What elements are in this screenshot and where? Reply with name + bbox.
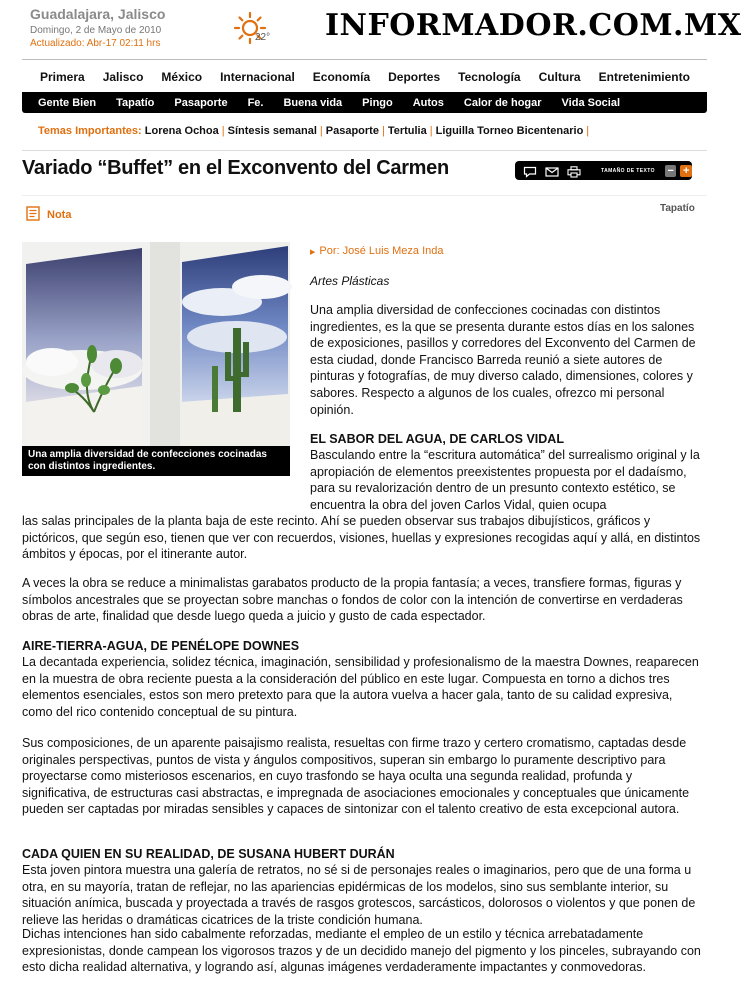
subnav-item-autos[interactable]: Autos (412, 96, 444, 109)
photo-caption: Una amplia diversidad de confecciones cocinadas con distintos ingredientes. (22, 446, 290, 476)
subnav-item-gente-bien[interactable]: Gente Bien (38, 96, 97, 109)
subnav-item-pasaporte[interactable]: Pasaporte (174, 96, 228, 109)
location-date: Domingo, 2 de Mayo de 2010 (30, 25, 162, 36)
topic-link[interactable]: Pasaporte (325, 125, 379, 137)
updated-timestamp: Actualizado: Abr-17 02:11 hrs (30, 38, 161, 49)
increase-text-button[interactable]: + (680, 165, 692, 177)
trending-topics (38, 125, 592, 137)
article-toolbar (515, 161, 692, 180)
subnav-item-vida-social[interactable]: Vida Social (561, 96, 621, 109)
decrease-text-button[interactable]: − (665, 165, 677, 177)
subnav-item-fe[interactable]: Fe. (247, 96, 264, 109)
article-headline: Variado “Buffet” en el Exconvento del Carmen (22, 157, 449, 179)
article-byline[interactable] (310, 245, 444, 257)
nav-item-mexico[interactable]: México (161, 70, 203, 84)
topic-separator: | (586, 125, 590, 137)
nav-item-internacional[interactable]: Internacional (220, 70, 295, 84)
nav-item-economia[interactable]: Economía (312, 70, 371, 84)
divider (22, 195, 707, 196)
topic-link[interactable]: Liguilla Torneo Bicentenario (435, 125, 584, 137)
logo-main: INFORMADOR (325, 8, 578, 43)
article-paragraph: las salas principales de la planta baja de este recinto. Ahí se pueden observar sus trabajos dibujísticos, gráficos y pictóricos, que según eso, tienen que ver con recuerdos, visiones, huellas y expresiones recogidas aquí y allá, en distintos ámbitos y épocas, por el itinerante autor. (22, 514, 701, 562)
article-intro: Una amplia diversidad de confecciones cocinadas con distintos ingredientes, es la que se presenta durante estos días en los salones de exposiciones, pasillos y corredores del Exconvento del Carmen de esta ciudad, donde Francisco Barreda reunió a siete autores de pinturas y fotografías, de muy diverso calado, dimensiones, colores y sabores. Respecto a algunos de los cuales, ofrezco mi personal opinión. (310, 303, 696, 417)
topic-separator: | (429, 125, 433, 137)
nav-item-primera[interactable]: Primera (40, 70, 85, 84)
article-paragraph: La decantada experiencia, solidez técnica, imaginación, sensibilidad y profesionalismo de la maestra Downes, reaparecen en la muestra de obra reciente puesta a la consideración del público en este lugar. Compuesta en torno a dichos tres elementos esenciales, estos son mero pretexto para que la autora vuelva a hacer gala, tanto de su calidad expresiva, como del rico contenido conceptual de su pintura. (22, 655, 699, 719)
article-paragraph: Basculando entre la “escritura automática” del surrealismo original y la apropiación de elementos preexistentes propuesta por el dadaísmo, para su revalorización dentro de un presunto contexto estético, se encuentra la obra del joven Carlos Vidal, quien ocupa (310, 448, 700, 512)
main-nav (22, 59, 707, 95)
topics-label: Temas Importantes: (38, 125, 142, 137)
topic-link[interactable]: Lorena Ochoa (144, 125, 219, 137)
logo-tld: .COM.MX (577, 8, 741, 43)
divider (22, 150, 707, 151)
site-logo[interactable] (325, 8, 741, 43)
nav-item-entretenimiento[interactable]: Entretenimiento (598, 70, 690, 84)
article-paragraph: Esta joven pintora muestra una galería de retratos, no sé si de personajes reales o imaginarios, pero que de una forma u otra, en su mayoría, tratan de reflejar, no las apariencias epidérmicas de los modelos, sino sus semblante interior, su situación anímica, buscada y proyectada a través de rasgos grotescos, sarcásticos, dolorosos o violentos y que ponen de relieve las heridas o dramáticas cicatrices de la triste condición humana. (22, 863, 696, 927)
article-paragraph: Dichas intenciones han sido cabalmente reforzadas, mediante el empleo de un estilo y técnica arrebatadamente expresionistas, donde campean los vigorosos trazos y de un decidido manejo del pigmento y los pinceles, subrayando con esto dicha realidad alternativa, y logrando así, algunas imágenes verdaderamente impactantes y conmovedoras. (22, 927, 701, 975)
location-city: Guadalajara, Jalisco (30, 6, 166, 22)
article-paragraph: Sus composiciones, de un aparente paisajismo realista, resueltas con firme trazo y certero cromatismo, captadas desde originales perspectivas, puntos de vista y ángulos compositivos, superan sin embargo lo puramente descriptivo para proyectarse como misteriosos escenarios, en cuyo trasfondo se haya oculta una segunda realidad, profunda y significativa, de estructuras casi abstractas, e impregnada de asociaciones emocionales y conceptuales que únicamente pueden ser captadas por miradas sensibles y capaces de sintonizar con el talento creativo de esta excepcional autora. (22, 736, 690, 817)
subheading-3: CADA QUIEN EN SU REALIDAD, DE SUSANA HUBERT DURÁN (22, 847, 395, 861)
article-photo[interactable] (22, 242, 290, 476)
nav-item-jalisco[interactable]: Jalisco (102, 70, 144, 84)
article-paragraph: A veces la obra se reduce a minimalistas garabatos producto de la propia fantasía; a veces, transfiere formas, figuras y símbolos ancestrales que se proyectan sobre manchas o fondos de color con la intención de convertirse en verdaderas obras de arte, finalidad que desde luego queda a juicio y gusto de cada espectador. (22, 576, 683, 624)
sub-nav (22, 92, 707, 113)
article-kicker: Artes Plásticas (310, 274, 390, 288)
subnav-item-buena-vida[interactable]: Buena vida (283, 96, 343, 109)
text-size-label: TAMAÑO DE TEXTO (601, 167, 655, 174)
subnav-item-calor-de-hogar[interactable]: Calor de hogar (463, 96, 542, 109)
subheading-2: AIRE-TIERRA-AGUA, DE PENÉLOPE DOWNES (22, 639, 300, 653)
subheading-1: EL SABOR DEL AGUA, DE CARLOS VIDAL (310, 432, 564, 446)
article-type-label: Nota (47, 209, 72, 221)
topic-separator: | (381, 125, 385, 137)
topic-separator: | (221, 125, 225, 137)
bullet-icon: ▶ (310, 249, 316, 256)
topic-link[interactable]: Síntesis semanal (227, 125, 317, 137)
comment-icon[interactable] (523, 165, 537, 177)
byline-text: Por: José Luis Meza Inda (319, 245, 444, 257)
topic-separator: | (319, 125, 323, 137)
section-label[interactable]: Tapatío (660, 203, 695, 214)
nav-item-cultura[interactable]: Cultura (538, 70, 581, 84)
topic-link[interactable]: Tertulia (387, 125, 427, 137)
temperature: 22° (255, 32, 271, 43)
subnav-item-pingo[interactable]: Pingo (362, 96, 393, 109)
subnav-item-tapatio[interactable]: Tapatío (116, 96, 155, 109)
nav-item-deportes[interactable]: Deportes (388, 70, 441, 84)
email-icon[interactable] (545, 165, 559, 177)
note-icon (26, 206, 40, 221)
nav-item-tecnologia[interactable]: Tecnología (458, 70, 521, 84)
print-icon[interactable] (567, 165, 581, 177)
